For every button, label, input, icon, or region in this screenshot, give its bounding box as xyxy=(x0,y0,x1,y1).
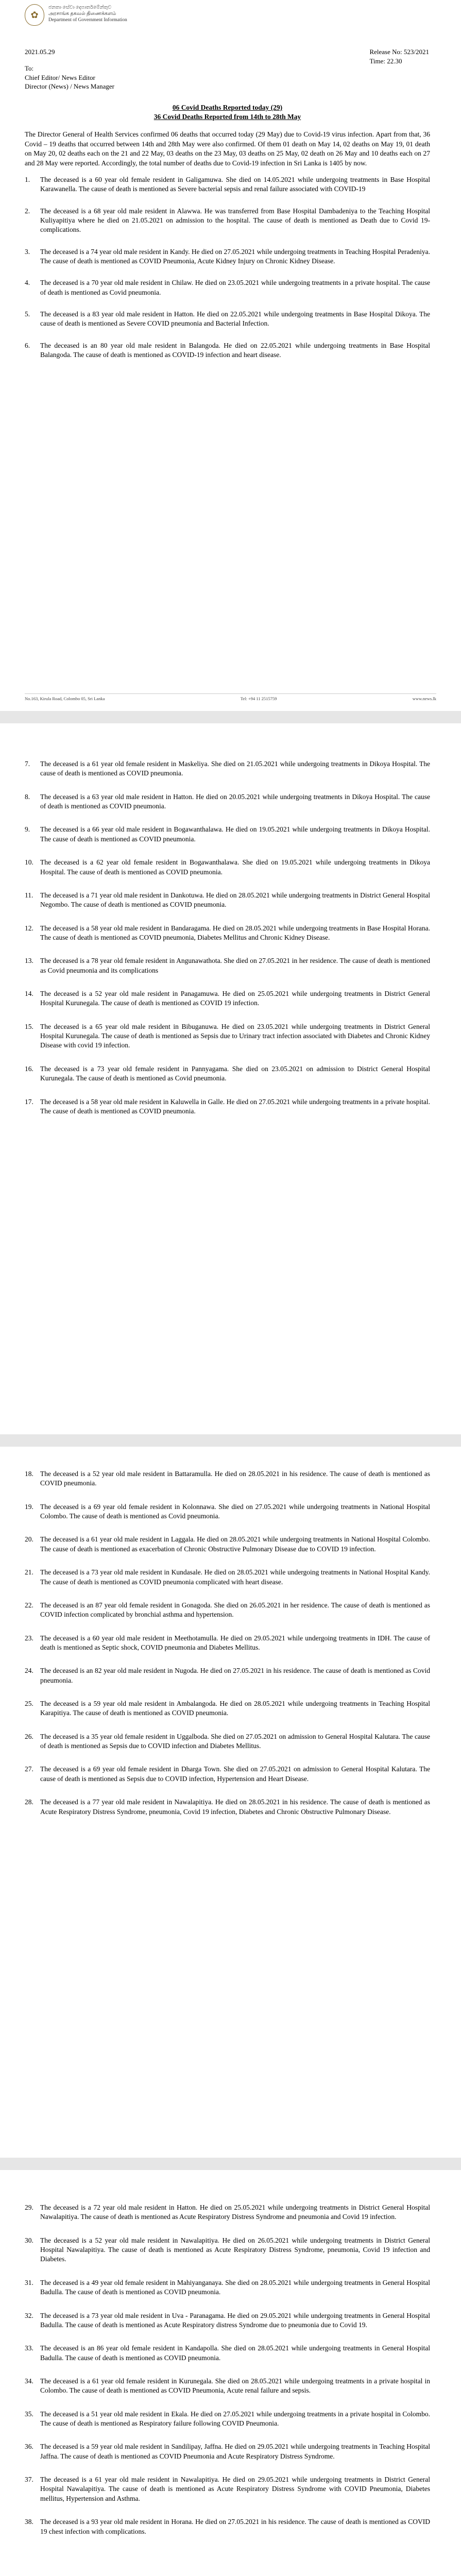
item-text: The deceased is a 83 year old male resident in Hatton. He died on 22.05.2021 while undergoing treatments in Base Hospital Dikoya. The cause of death is mentioned as Severe COVID pneumonia and Bacterial Infection. xyxy=(40,310,430,328)
item-text: The deceased is a 93 year old male resident in Horana. He died on 27.05.2021 in his residence. The cause of death is mentioned as COVID 19 chest infection with complications. xyxy=(40,2518,430,2535)
item-number: 4. xyxy=(25,279,30,287)
item-text: The deceased is a 52 year old male resident in Nawalapitiya. He died on 26.05.2021 while undergoing treatments in District General Hospital Nawalapitiya. The cause of death is mentioned as Acute Respiratory Distress Syndrome, pneumonia, Covid 19 infection and Diabetes. xyxy=(40,2236,430,2263)
death-list xyxy=(25,2203,430,2536)
item-text: The deceased is a 61 year old male resident in Laggala. He died on 28.05.2021 while undergoing treatments in National Hospital Colombo. The cause of death is mentioned as exacerbation of Chronic Obstructive Pulmonary Disease due to COVID 19 infection. xyxy=(40,1535,430,1553)
item-text: The deceased is a 73 year old female resident in Pannyagama. She died on 23.05.2021 on admission to District General Hospital Kurunegala. The cause of death is mentioned as Covid pneumonia. xyxy=(40,1064,430,1082)
release-info xyxy=(369,47,429,65)
death-list-item xyxy=(25,1568,430,1587)
item-text: The deceased is a 66 year old male resident in Bogawanthalawa. He died on 19.05.2021 while undergoing treatments in Dikoya Hospital. The cause of death is mentioned as COVID pneumonia. xyxy=(40,825,430,843)
release-time: Time: 22.30 xyxy=(369,57,402,65)
document-page-1 xyxy=(0,0,461,711)
recipient-line: Director (News) / News Manager xyxy=(25,82,114,91)
document-page-3 xyxy=(0,1447,461,2158)
death-list-item xyxy=(25,2517,430,2536)
death-list-item xyxy=(25,2311,430,2330)
item-number: 23. xyxy=(25,1634,33,1642)
item-number: 22. xyxy=(25,1601,33,1609)
item-text: The deceased is an 86 year old female resident in Kandapolla. She died on 28.05.2021 while undergoing treatments in General Hospital Badulla. The cause of death is mentioned as COVID pneumonia. xyxy=(40,2344,430,2362)
item-text: The deceased is a 72 year old male resident in Hatton. He died on 25.05.2021 while undergoing treatments in District General Hospital Nawalapitiya. The cause of death is mentioned as Acute Respiratory Distress Syndrome and pneumonia and Covid 19 infection. xyxy=(40,2204,430,2221)
header-line-sinhala: ජනතා සේවා දෙපාර්තමේන්තුව xyxy=(48,5,112,10)
item-text: The deceased is a 70 year old male resident in Chilaw. He died on 23.05.2021 while undergoing treatments in a private hospital. The cause of death is mentioned as Covid pneumonia. xyxy=(40,279,430,296)
item-number: 8. xyxy=(25,792,30,801)
item-text: The deceased is a 78 year old female resident in Angunawathota. She died on 27.05.2021 in her residence. The cause of death is mentioned as Covid pneumonia and its complications xyxy=(40,957,430,974)
item-number: 16. xyxy=(25,1064,33,1073)
death-list-item xyxy=(25,792,430,811)
item-number: 20. xyxy=(25,1535,33,1544)
header-line-tamil: அரசாங்க தகவல் திணைக்களம் xyxy=(48,11,116,16)
item-text: The deceased is a 63 year old male resident in Hatton. He died on 20.05.2021 while undergoing treatments in Dikoya Hospital. The cause of death is mentioned as COVID pneumonia. xyxy=(40,792,430,810)
death-list-item xyxy=(25,1469,430,1488)
death-list-item xyxy=(25,1601,430,1620)
item-text: The deceased is a 74 year old male resident in Kandy. He died on 27.05.2021 while undergoing treatments in Teaching Hospital Peradeniya. The cause of death is mentioned as COVID Pneumonia, Acute Kidney Injury on Chronic Kidney Disease. xyxy=(40,247,430,265)
page-gap xyxy=(0,1434,461,1447)
death-list-item xyxy=(25,278,430,297)
death-list-item xyxy=(25,2475,430,2503)
death-list-item xyxy=(25,2236,430,2264)
recipient-block xyxy=(25,64,114,91)
item-number: 35. xyxy=(25,2410,33,2418)
item-text: The deceased is a 71 year old male resident in Dankotuwa. He died on 28.05.2021 while undergoing treatments in District General Hospital Negombo. The cause of death is mentioned as COVID pneumonia. xyxy=(40,891,430,909)
death-list-item xyxy=(25,1502,430,1521)
header-line-english: Department of Government Information xyxy=(48,17,127,23)
death-list-item xyxy=(25,2203,430,2222)
item-text: The deceased is a 73 year old male resident in Kundasale. He died on 28.05.2021 while undergoing treatments in National Hospital Kandy. The cause of death is mentioned as COVID pneumonia complicated with heart disease. xyxy=(40,1568,430,1586)
item-number: 29. xyxy=(25,2204,33,2211)
item-text: The deceased is a 65 year old male resident in Bibuganuwa. He died on 23.05.2021 while undergoing treatments in District General Hospital Kurunegala. The cause of death is mentioned as Sepsis due to Urinary tract infection associated with Diabetes and Chronic Kidney Disease with covid 19 infection. xyxy=(40,1022,430,1049)
item-number: 7. xyxy=(25,760,30,768)
item-number: 36. xyxy=(25,2443,33,2451)
item-number: 19. xyxy=(25,1502,33,1511)
death-list-item xyxy=(25,989,430,1008)
item-text: The deceased is a 69 year old female resident in Kolonnawa. She died on 27.05.2021 while undergoing treatments in National Hospital Colombo. The cause of death is mentioned as Covid pneumonia. xyxy=(40,1502,430,1520)
item-number: 24. xyxy=(25,1667,33,1675)
item-number: 17. xyxy=(25,1097,33,1106)
item-text: The deceased is a 49 year old female resident in Mahiyanganaya. She died on 28.05.2021 while undergoing treatments in General Hospital Badulla. The cause of death is mentioned as COVID pneumonia. xyxy=(40,2278,430,2296)
death-list-item xyxy=(25,341,430,360)
death-list-item xyxy=(25,891,430,910)
item-number: 14. xyxy=(25,990,33,998)
death-list xyxy=(25,759,430,1116)
document-page-2 xyxy=(0,723,461,1434)
item-number: 12. xyxy=(25,924,33,932)
item-number: 9. xyxy=(25,825,30,834)
death-list-item xyxy=(25,858,430,877)
page-footer xyxy=(25,693,436,702)
intro-paragraph: The Director General of Health Services confirmed 06 deaths that occurred today (29 May) due to Covid-19 virus infection. Apart from that, 36 Covid – 19 deaths that occurred between 14th and 28th May were also confirmed. Of them 01 death on May 14, 02 deaths on May 19, 01 death on May 20, 02 deaths each on the 21 and 22 May, 03 deaths on the 23 May, 03 deaths on 25 May, 02 death on 26 May and 10 deaths each on 27 and 28 May were reported. Accordingly, the total number of deaths due to Covid-19 infection in Sri Lanka is 1405 by now. xyxy=(25,130,430,167)
footer-address: No.163, Kirula Road, Colombo 05, Sri Lanka xyxy=(25,696,105,701)
death-list xyxy=(25,175,430,360)
death-list-item xyxy=(25,1699,430,1718)
page-gap xyxy=(0,2158,461,2170)
item-text: The deceased is an 82 year old male resident in Nugoda. He died on 27.05.2021 in his residence. The cause of death is mentioned as Covid pneumonia. xyxy=(40,1667,430,1684)
item-number: 31. xyxy=(25,2278,33,2286)
item-text: The deceased is a 77 year old male resident in Nawalapitiya. He died on 28.05.2021 in his residence. The cause of death is mentioned as Acute Respiratory Distress Syndrome, pneumonia, Covid 19 infection, Diabetes and Chronic Obstructive Pulmonary Disease. xyxy=(40,1798,430,1816)
department-header xyxy=(48,5,127,24)
item-text: The deceased is a 60 year old female resident in Galigamuwa. She died on 14.05.2021 while undergoing treatments in Base Hospital Karawanella. The cause of death is mentioned as Severe bacterial sepsis and renal failure associated with COVID-19 xyxy=(40,175,430,193)
item-text: The deceased is a 51 year old male resident in Ekala. He died on 27.05.2021 while undergoing treatments in a private hospital in Colombo. The cause of death is mentioned as Respiratory failure following COVID Pneumonia. xyxy=(40,2410,430,2428)
item-text: The deceased is a 52 year old male resident in Battaramulla. He died on 28.05.2021 in his residence. The cause of death is mentioned as COVID pneumonia. xyxy=(40,1470,430,1487)
item-number: 30. xyxy=(25,2236,33,2244)
item-number: 5. xyxy=(25,310,30,318)
item-text: The deceased is a 68 year old male resident in Alawwa. He was transferred from Base Hospital Dambadeniya to the Teaching Hospital Kuliyapitiya where he died on 21.05.2021 on admission to the hospital. The cause of death is mentioned as Death due to Covid 19- complications. xyxy=(40,207,430,234)
death-list-item xyxy=(25,924,430,943)
title-line: 06 Covid Deaths Reported today (29) xyxy=(172,104,283,111)
item-number: 13. xyxy=(25,957,33,965)
item-number: 28. xyxy=(25,1798,33,1806)
document-page-4 xyxy=(0,2170,461,2576)
item-number: 33. xyxy=(25,2344,33,2352)
item-number: 1. xyxy=(25,175,30,183)
title-line: 36 Covid Deaths Reported from 14th to 28th May xyxy=(153,113,301,121)
item-text: The deceased is a 69 year old female resident in Dharga Town. She died on 27.05.2021 on admission to General Hospital Kalutara. The cause of death is mentioned as Sepsis due to COVID infection, Hypertension and Heart Disease. xyxy=(40,1765,430,1783)
item-text: The deceased is a 58 year old male resident in Bandaragama. He died on 28.05.2021 while undergoing treatments in Base Hospital Horana. The cause of death is mentioned as COVID pneumonia, Diabetes Mellitus and Chronic Kidney Disease. xyxy=(40,924,430,941)
death-list xyxy=(25,1469,430,1817)
release-date: 2021.05.29 xyxy=(25,48,55,56)
item-number: 25. xyxy=(25,1700,33,1708)
item-number: 27. xyxy=(25,1765,33,1773)
item-number: 37. xyxy=(25,2476,33,2484)
item-number: 11. xyxy=(25,891,33,899)
item-text: The deceased is a 61 year old female resident in Maskeliya. She died on 21.05.2021 while undergoing treatments in Dikoya Hospital. The cause of death is mentioned as COVID pneumonia. xyxy=(40,760,430,777)
death-list-item xyxy=(25,1798,430,1817)
item-number: 18. xyxy=(25,1470,33,1478)
item-text: The deceased is a 61 year old male resident in Nawalapitiya. He died on 29.05.2021 while undergoing treatments in District General Hospital Nawalapitiya. The cause of death is mentioned as Acute Respiratory Distress Syndrome with COVID Pneumonia, Diabetes mellitus, Hypertension and Asthma. xyxy=(40,2476,430,2502)
death-list-item xyxy=(25,2344,430,2363)
item-text: The deceased is a 73 year old male resident in Uva - Paranagama. He died on 29.05.2021 while undergoing treatments in General Hospital Badulla. The cause of death is mentioned as Acute Respiratory distress Syndrome due to pneumonia due to Covid 19. xyxy=(40,2311,430,2329)
item-number: 2. xyxy=(25,207,30,215)
page-title xyxy=(25,103,430,122)
death-list-item xyxy=(25,956,430,975)
death-list-item xyxy=(25,2377,430,2396)
item-text: The deceased is an 80 year old male resident in Balangoda. He died on 22.05.2021 while undergoing treatments in Base Hospital Balangoda. The cause of death is mentioned as COVID-19 infection and heart disease. xyxy=(40,341,430,359)
recipient-line: Chief Editor/ News Editor xyxy=(25,73,95,81)
page-gap xyxy=(0,711,461,723)
death-list-item xyxy=(25,207,430,235)
death-list-item xyxy=(25,759,430,778)
item-number: 38. xyxy=(25,2518,33,2526)
item-number: 10. xyxy=(25,858,33,867)
death-list-item xyxy=(25,825,430,844)
item-text: The deceased is a 62 year old female resident in Bogawanthalawa. She died on 19.05.2021 while undergoing treatments in Dikoya Hospital. The cause of death is mentioned as COVID pneumonia. xyxy=(40,858,430,876)
death-list-item xyxy=(25,2278,430,2297)
item-text: The deceased is an 87 year old female resident in Gonagoda. She died on 26.05.2021 in her residence. The cause of death is mentioned as COVID infection complicated by bronchial asthma and hypertension. xyxy=(40,1601,430,1619)
death-list-item xyxy=(25,1666,430,1685)
item-number: 3. xyxy=(25,247,30,256)
death-list-item xyxy=(25,1732,430,1751)
death-list-item xyxy=(25,247,430,266)
footer-website: www.news.lk xyxy=(412,696,436,701)
item-text: The deceased is a 60 year old male resident in Meethotamulla. He died on 29.05.2021 while undergoing treatments in IDH. The cause of death is mentioned as Septic shock, COVID pneumonia and Diabetes Mellitus. xyxy=(40,1634,430,1651)
item-text: The deceased is a 59 year old male resident in Ambalangoda. He died on 28.05.2021 while undergoing treatments in Teaching Hospital Karapitiya. The cause of death is mentioned as COVID pneumonia. xyxy=(40,1700,430,1717)
item-number: 15. xyxy=(25,1022,33,1030)
recipient-line: To: xyxy=(25,64,34,72)
item-text: The deceased is a 61 year old female resident in Kurunegala. She died on 28.05.2021 while undergoing treatments in a private hospital in Colombo. The cause of death is mentioned as COVID Pneumonia, Acute renal failure and sepsis. xyxy=(40,2377,430,2395)
death-list-item xyxy=(25,310,430,329)
item-text: The deceased is a 52 year old male resident in Panagamuwa. He died on 25.05.2021 while undergoing treatments in District General Hospital Kurunegala. The cause of death is mentioned as COVID 19 infection. xyxy=(40,990,430,1007)
govt-crest-icon: ✿ xyxy=(25,4,44,26)
death-list-item xyxy=(25,1765,430,1784)
item-text: The deceased is a 59 year old male resident in Sandilipay, Jaffna. He died on 29.05.2021 while undergoing treatments in Teaching Hospital Jaffna. The cause of death is mentioned as COVID Pneumonia and Acute Respiratory Distress Syndrome. xyxy=(40,2443,430,2460)
item-text: The deceased is a 35 year old female resident in Uggalboda. She died on 27.05.2021 on admission to General Hospital Kalutara. The cause of death is mentioned as Sepsis due to COVID infection and Diabetes Mellitus. xyxy=(40,1732,430,1750)
death-list-item xyxy=(25,1634,430,1653)
release-number: Release No: 523/2021 xyxy=(369,48,429,56)
death-list-item xyxy=(25,1097,430,1116)
item-number: 21. xyxy=(25,1568,33,1577)
item-number: 26. xyxy=(25,1732,33,1740)
death-list-item xyxy=(25,1022,430,1050)
item-text: The deceased is a 58 year old male resident in Kaluwella in Galle. He died on 27.05.2021 while undergoing treatments in a private hospital. The cause of death is mentioned as COVID pneumonia. xyxy=(40,1097,430,1115)
death-list-item xyxy=(25,1535,430,1554)
item-number: 34. xyxy=(25,2377,33,2385)
death-list-item xyxy=(25,1064,430,1083)
death-list-item xyxy=(25,2410,430,2429)
item-number: 6. xyxy=(25,341,30,349)
death-list-item xyxy=(25,2442,430,2461)
footer-phone: Tel: +94 11 2515759 xyxy=(240,696,277,701)
item-number: 32. xyxy=(25,2311,33,2319)
death-list-item xyxy=(25,175,430,194)
